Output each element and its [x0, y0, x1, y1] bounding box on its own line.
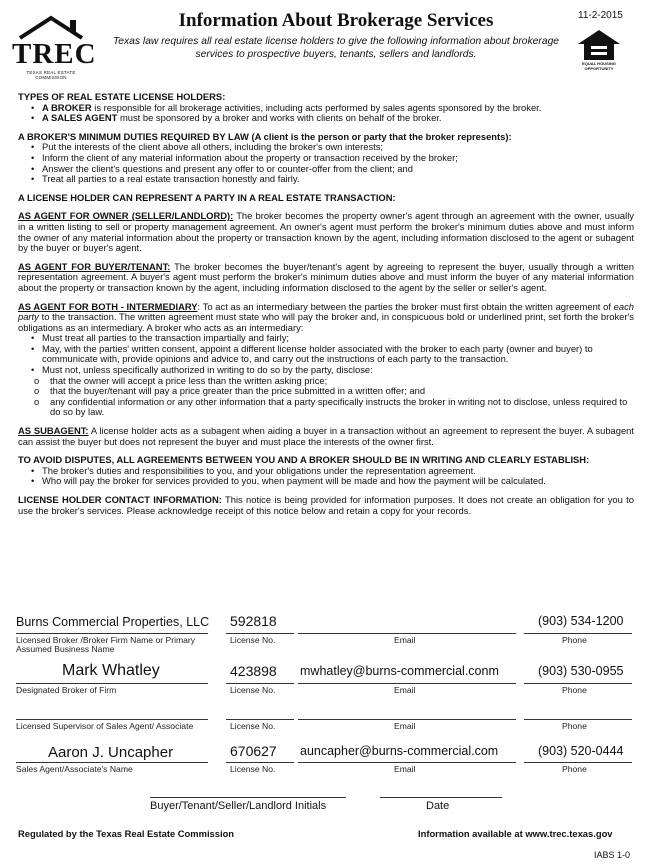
divider — [298, 719, 516, 720]
email-label: Email — [394, 764, 416, 774]
list-item: • Must not, unless specifically authorized in writing to do so by the party, disclose: — [42, 365, 634, 376]
owner-paragraph: AS AGENT FOR OWNER (SELLER/LANDLORD): The broker becomes the property owner's agent through an agreement with the owner, usually in a written listing to sell or property management agreement. An owner's agent must perform the broker's minimum duties above and must inform the owner of any material information about the property or transaction known by the agent, including information disclosed to the agent or subagent by the buyer or buyer's agent. — [18, 210, 634, 254]
designated-broker-label: Designated Broker of Firm — [16, 685, 117, 695]
list-item: • Must treat all parties to the transaction impartially and fairly; — [42, 333, 634, 344]
contact-paragraph: LICENSE HOLDER CONTACT INFORMATION: This notice is being provided for information purposes. It does not create an obligation for you to use the broker's services. Please acknowledge receipt of this notice below and retain a copy for your records. — [18, 494, 634, 516]
footer-regulator: Regulated by the Texas Real Estate Commission — [18, 828, 235, 839]
email-label: Email — [394, 685, 416, 695]
list-item: • Who will pay the broker for services provided to you, when payment will be made and how the payment will be calculated. — [42, 476, 634, 487]
broker-phone-field[interactable]: (903) 534-1200 — [538, 614, 624, 628]
phone-label: Phone — [562, 635, 587, 645]
divider — [524, 762, 632, 763]
broker-firm-name-field[interactable]: Burns Commercial Properties, LLC — [16, 615, 210, 629]
divider — [226, 633, 294, 634]
license-label: License No. — [230, 635, 276, 645]
form-code: IABS 1-0 — [594, 850, 631, 860]
divider — [524, 633, 632, 634]
divider — [298, 762, 516, 763]
divider — [298, 683, 516, 684]
document-body — [18, 92, 634, 516]
supervisor-label: Licensed Supervisor of Sales Agent/ Associate — [16, 721, 194, 731]
divider — [226, 762, 294, 763]
trec-logo-text: TREC — [12, 38, 97, 70]
list-item: o that the buyer/tenant will pay a price greater than the price submitted in a written offer; and — [50, 386, 634, 397]
disputes-list — [18, 466, 634, 487]
page-subtitle: Texas law requires all real estate license holders to give the following information about brokerage services to prospective buyers, tenants, sellers and landlords. — [112, 36, 560, 60]
intermediary-list — [18, 333, 634, 375]
intermediary-paragraph: AS AGENT FOR BOTH - INTERMEDIARY: To act as an intermediary between the parties the broker must first obtain the written agreement of each party to the transaction. The written agreement must state who will pay the broker and, in conspicuous bold or underlined print, set forth the broker's obligations as an intermediary. A broker who acts as an intermediary: — [18, 300, 634, 333]
divider — [298, 633, 516, 634]
list-item: • Put the interests of the client above all others, including the broker's own interests; — [42, 142, 634, 153]
broker-license-field[interactable]: 592818 — [230, 613, 277, 629]
footer-info-link[interactable]: Information available at www.trec.texas.gov — [418, 828, 613, 839]
divider — [16, 719, 208, 720]
divider — [16, 762, 208, 763]
trec-logo-subtitle: TEXAS REAL ESTATE COMMISSION — [26, 70, 76, 80]
designated-broker-phone-field[interactable]: (903) 530-0955 — [538, 664, 624, 678]
list-item: • Inform the client of any material information about the property or transaction received by the broker; — [42, 153, 634, 164]
list-item: • A BROKER is responsible for all brokerage activities, including acts performed by sales agents sponsored by the broker. — [42, 103, 634, 114]
equal-housing-text: EQUAL HOUSING OPPORTUNITY — [582, 61, 616, 71]
list-item: • Answer the client's questions and present any offer to or counter-offer from the client; and — [42, 164, 634, 175]
sales-agent-name-field[interactable]: Aaron J. Uncapher — [48, 744, 174, 761]
license-label: License No. — [230, 764, 276, 774]
sales-agent-email-field[interactable]: auncapher@burns-commercial.com — [300, 744, 499, 758]
list-item: • Treat all parties to a real estate transaction honestly and fairly. — [42, 174, 634, 185]
types-list — [18, 103, 634, 124]
email-label: Email — [394, 635, 416, 645]
initials-label: Buyer/Tenant/Seller/Landlord Initials — [150, 800, 327, 812]
divider — [226, 683, 294, 684]
phone-label: Phone — [562, 764, 587, 774]
divider — [524, 683, 632, 684]
designated-broker-license-field[interactable]: 423898 — [230, 663, 277, 679]
date-label: Date — [426, 800, 450, 812]
list-item: • The broker's duties and responsibilities to you, and your obligations under the representation agreement. — [42, 466, 634, 477]
sales-agent-license-field[interactable]: 670627 — [230, 743, 277, 759]
date-line[interactable] — [380, 797, 502, 798]
initials-line[interactable] — [150, 797, 346, 798]
represent-heading: A LICENSE HOLDER CAN REPRESENT A PARTY IN A REAL ESTATE TRANSACTION: — [18, 191, 396, 203]
designated-broker-email-field[interactable]: mwhatley@burns-commercial.conm — [300, 664, 499, 678]
designated-broker-name-field[interactable]: Mark Whatley — [62, 662, 160, 679]
license-label: License No. — [230, 721, 276, 731]
disputes-heading: TO AVOID DISPUTES, ALL AGREEMENTS BETWEEN YOU AND A BROKER SHOULD BE IN WRITING AND CLEARLY ESTABLISH: — [18, 454, 590, 466]
subagent-paragraph: AS SUBAGENT: A license holder acts as a subagent when aiding a buyer in a transaction without an agreement to represent the buyer. A subagent can assist the buyer but does not represent the buyer and must place the interests of the owner first. — [18, 425, 634, 447]
phone-label: Phone — [562, 685, 587, 695]
license-label: License No. — [230, 685, 276, 695]
duties-heading: A BROKER'S MINIMUM DUTIES REQUIRED BY LAW (A client is the person or party that the broker represents): — [18, 130, 512, 142]
sales-agent-label: Sales Agent/Associate's Name — [16, 764, 133, 774]
sales-agent-phone-field[interactable]: (903) 520-0444 — [538, 744, 624, 758]
email-label: Email — [394, 721, 416, 731]
phone-label: Phone — [562, 721, 587, 731]
divider — [226, 719, 294, 720]
buyer-paragraph: AS AGENT FOR BUYER/TENANT: The broker becomes the buyer/tenant's agent by agreeing to represent the buyer, usually through a written representation agreement. A buyer's agent must perform the broker's minimum duties above and must inform the buyer of any material information about the property or transaction known by the agent, including information disclosed to the agent by the seller or seller's agent. — [18, 260, 634, 293]
list-item: • A SALES AGENT must be sponsored by a broker and works with clients on behalf of the broker. — [42, 113, 634, 124]
divider — [16, 633, 208, 634]
page-title: Information About Brokerage Services — [178, 10, 494, 31]
list-item: • May, with the parties' written consent, appoint a different license holder associated with the broker to each party (owner and buyer) to communicate with, provide opinions and advice to, and carry out the instructions of each party to the transaction. — [42, 344, 634, 365]
form-date: 11-2-2015 — [578, 10, 623, 21]
types-heading: TYPES OF REAL ESTATE LICENSE HOLDERS: — [18, 91, 226, 102]
list-item: o that the owner will accept a price less than the written asking price; — [50, 376, 634, 387]
duties-list — [18, 142, 634, 184]
broker-firm-label: Licensed Broker /Broker Firm Name or Primary Assumed Business Name — [16, 635, 196, 654]
disclosure-list — [18, 376, 634, 418]
list-item: o any confidential information or any other information that a party specifically instructs the broker in writing not to disclose, unless required to do so by law. — [50, 397, 634, 418]
divider — [16, 683, 208, 684]
divider — [524, 719, 632, 720]
